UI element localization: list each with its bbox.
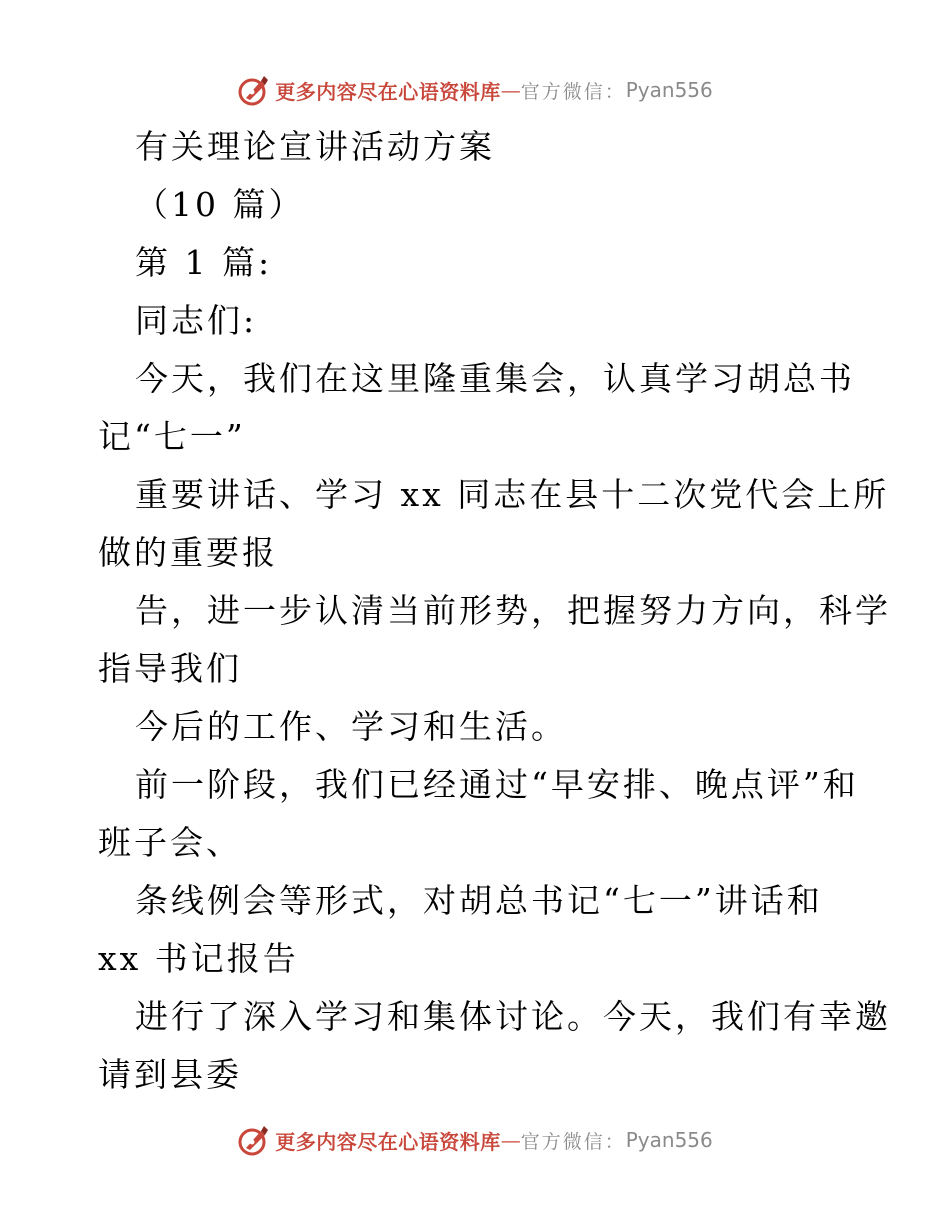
- document-line: 进行了深入学习和集体讨论。今天，我们有幸邀: [135, 997, 891, 1036]
- pen-logo-icon: [237, 1123, 271, 1157]
- document-line: 同志们:: [135, 301, 258, 340]
- document-line: （10 篇）: [135, 185, 305, 224]
- document-line: 指导我们: [98, 649, 242, 688]
- watermark-title: 更多内容尽在心语资料库: [275, 1129, 501, 1154]
- document-line: 今后的工作、学习和生活。: [135, 707, 567, 746]
- document-line: xx 书记报告: [98, 939, 299, 978]
- watermark-dash: —: [500, 78, 521, 102]
- document-line: 请到县委: [98, 1055, 242, 1094]
- document-line: 做的重要报: [98, 533, 278, 572]
- document-line: 告，进一步认清当前形势，把握努力方向，科学: [135, 591, 891, 630]
- watermark-dash: —: [500, 1128, 521, 1152]
- footer-watermark: [0, 1120, 950, 1160]
- document-line: 记“七一”: [98, 417, 246, 456]
- document-body: [98, 118, 891, 1104]
- header-watermark: [0, 70, 950, 110]
- watermark-label: 官方微信：: [520, 80, 626, 103]
- document-line: 条线例会等形式，对胡总书记“七一”讲话和: [135, 881, 823, 920]
- document-line: 第 1 篇:: [135, 243, 273, 282]
- watermark-id: Pyan556: [625, 78, 713, 102]
- watermark-id: Pyan556: [625, 1128, 713, 1152]
- document-line: 前一阶段，我们已经通过“早安排、晚点评”和: [135, 765, 859, 804]
- document-line: 重要讲话、学习 xx 同志在县十二次党代会上所: [135, 475, 890, 514]
- document-line: 有关理论宣讲活动方案: [135, 127, 495, 166]
- document-line: 今天，我们在这里隆重集会，认真学习胡总书: [135, 359, 855, 398]
- watermark-label: 官方微信：: [520, 1130, 626, 1153]
- pen-logo-icon: [237, 73, 271, 107]
- watermark-title: 更多内容尽在心语资料库: [275, 79, 501, 104]
- document-line: 班子会、: [98, 823, 242, 862]
